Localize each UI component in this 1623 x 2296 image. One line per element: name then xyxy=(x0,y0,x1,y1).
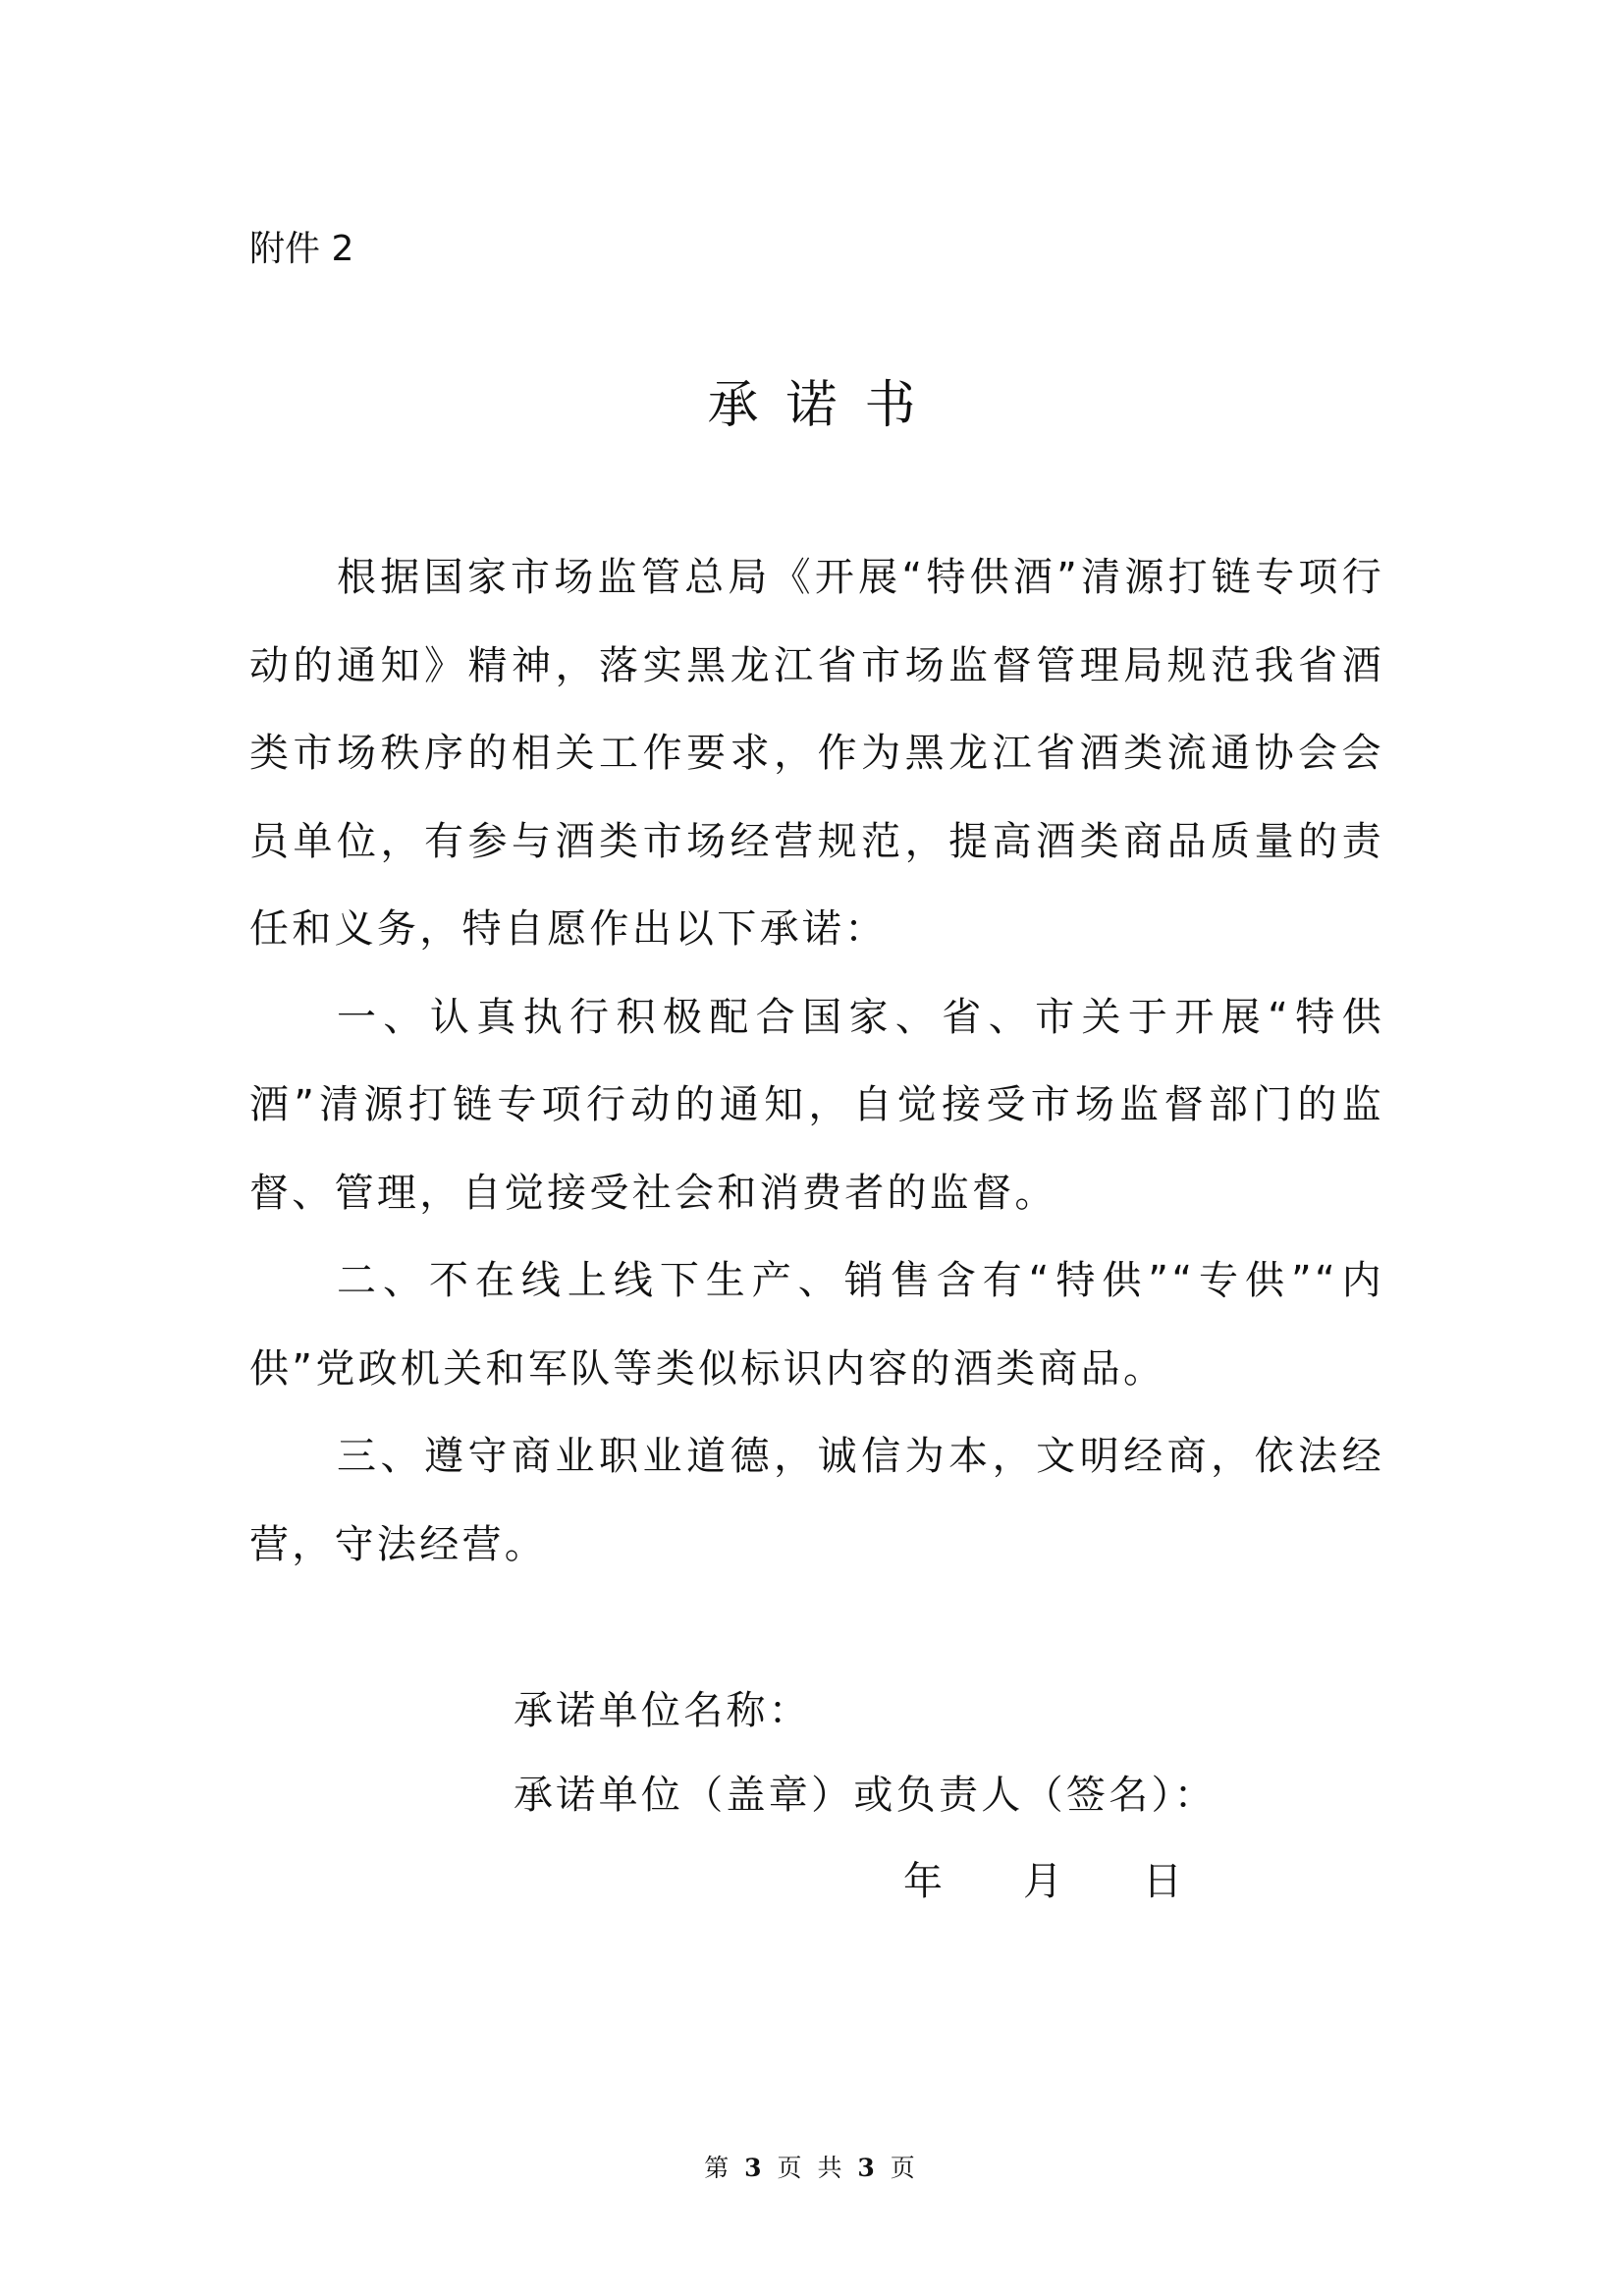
date-month-label: 月 xyxy=(1023,1859,1062,1904)
attachment-label: 附件 2 xyxy=(249,229,354,269)
date-year-label: 年 xyxy=(903,1859,943,1904)
seal-signature-label: 承诺单位（盖章）或负责人（签名）： xyxy=(514,1773,1217,1818)
total-page-number: 3 xyxy=(857,2154,879,2182)
paragraph-commitment-1: 一、认真执行积极配合国家、省、市关于开展“特供酒”清源打链专项行动的通知，自觉接受市场监督部门的监督、管理，自觉接受社会和消费者的监督。 xyxy=(249,994,1384,1216)
footer-prefix: 第 xyxy=(704,2154,733,2182)
document-title: 承诺书 xyxy=(707,376,944,435)
paragraph-commitment-2: 二、不在线上线下生产、销售含有“特供”“专供”“内供”党政机关和军队等类似标识内容的酒类商品。 xyxy=(249,1258,1384,1392)
date-line xyxy=(903,1852,1182,1911)
date-day-label: 日 xyxy=(1143,1859,1182,1904)
current-page-number: 3 xyxy=(744,2154,766,2182)
document-body xyxy=(249,534,1384,1589)
footer-suffix: 页 xyxy=(890,2154,919,2182)
paragraph-commitment-3: 三、遵守商业职业道德，诚信为本，文明经商，依法经营，守法经营。 xyxy=(249,1434,1384,1567)
unit-name-label: 承诺单位名称： xyxy=(514,1688,812,1733)
page-footer xyxy=(0,2151,1623,2186)
footer-middle: 页 共 xyxy=(777,2154,846,2182)
paragraph-intro: 根据国家市场监管总局《开展“特供酒”清源打链专项行动的通知》精神，落实黑龙江省市场监督管理局规范我省酒类市场秩序的相关工作要求，作为黑龙江省酒类流通协会会员单位，有参与酒类市场经营规范，提高酒类商品质量的责任和义务，特自愿作出以下承诺： xyxy=(249,555,1384,952)
